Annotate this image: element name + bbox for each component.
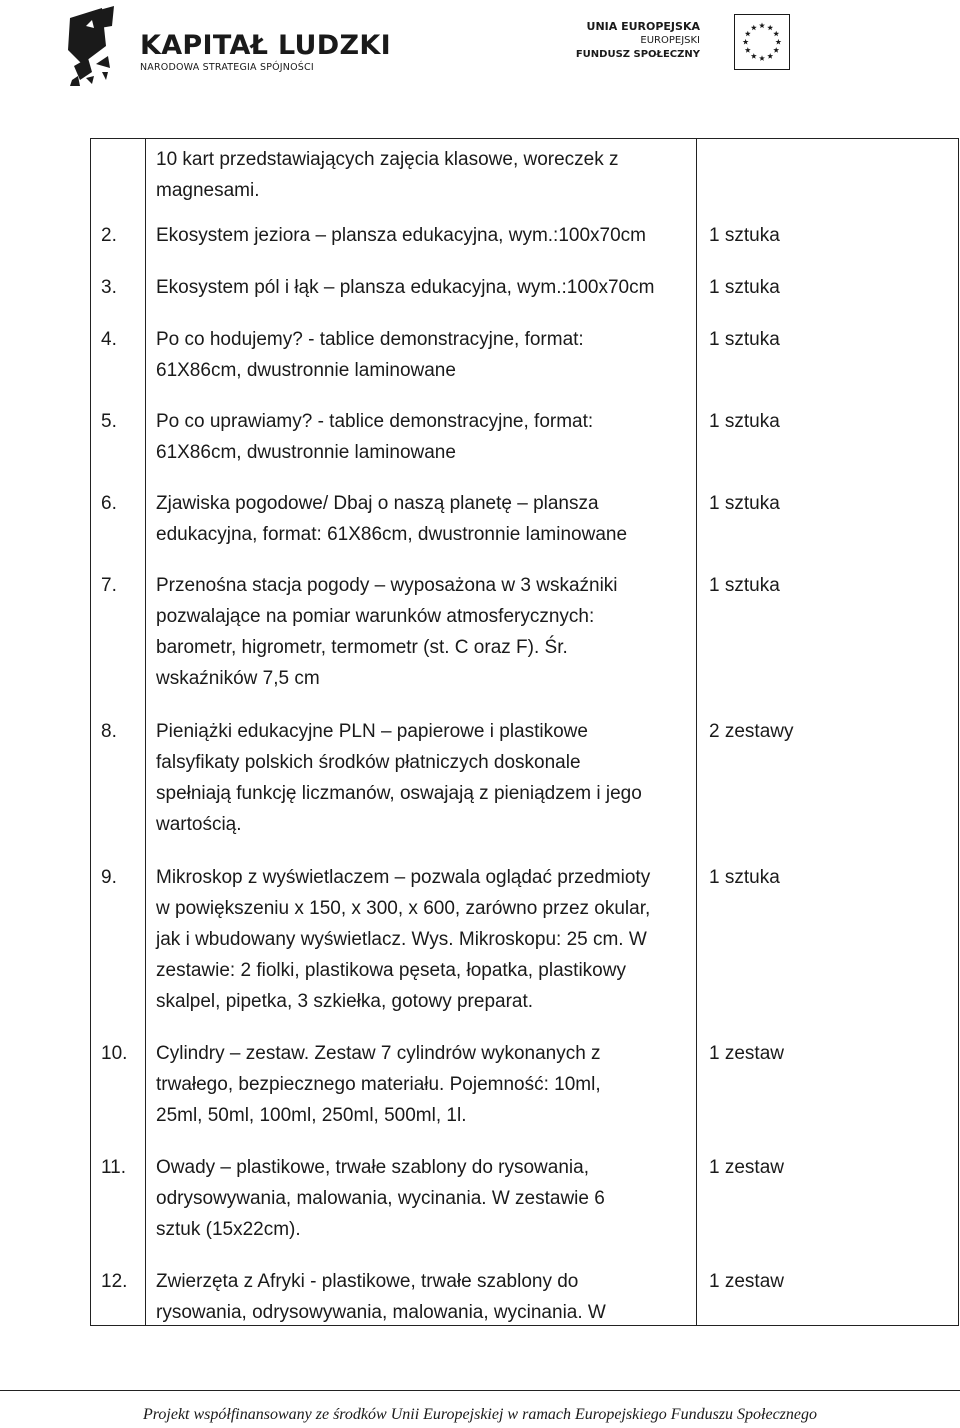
item-description: Po co hodujemy? - tablice demonstracyjne, format: 61X86cm, dwustronnie laminowane: [156, 329, 584, 381]
item-quantity: 1 sztuka: [709, 575, 780, 596]
footer-divider: [0, 1390, 960, 1391]
item-number: 7.: [101, 575, 117, 596]
eu-star: [759, 23, 765, 29]
item-number: 10.: [101, 1043, 128, 1064]
item-number: 4.: [101, 329, 117, 350]
item-number: 9.: [101, 867, 117, 888]
kapital-ludzki-subtitle: NARODOWA STRATEGIA SPÓJNOŚCI: [140, 62, 314, 73]
eu-star: [759, 55, 765, 61]
eu-logo-text: [576, 20, 700, 62]
item-quantity: 1 sztuka: [709, 867, 780, 888]
item-quantity: 1 zestaw: [709, 1157, 784, 1178]
eu-star: [743, 39, 749, 45]
item-quantity: 1 sztuka: [709, 493, 780, 514]
kapital-ludzki-logo: [62, 6, 391, 90]
item-number: 12.: [101, 1271, 128, 1292]
eu-star: [773, 31, 779, 37]
eu-star: [745, 31, 751, 37]
item-description: Przenośna stacja pogody – wyposażona w 3 wskaźniki pozwalające na pomiar warunków atmosferycznych: barometr, higrometr, termometr (st. C oraz F). Śr. wskaźników 7,5 cm: [156, 575, 618, 689]
item-quantity: 1 zestaw: [709, 1271, 784, 1292]
equipment-table: [90, 138, 959, 1326]
eu-star: [775, 39, 781, 45]
footer-text: Projekt współfinansowany ze środków Unii Europejskiej w ramach Europejskiego Funduszu Społecznego: [143, 1406, 817, 1423]
item-description: Mikroskop z wyświetlaczem – pozwala oglądać przedmioty w powiększeniu x 150, x 300, x 600, zarówno przez okular, jak i wbudowany wyświetlacz. Wys. Mikroskopu: 25 cm. W zestawie: 2 fiolki, plastikowa pęseta, łopatka, plastikowy skalpel, pipetka, 3 szkiełka, gotowy preparat.: [156, 867, 651, 1012]
eu-flag-stars-icon: [734, 14, 790, 70]
eu-star: [767, 25, 773, 31]
eu-star: [773, 47, 779, 53]
eu-star: [751, 25, 757, 31]
item-description: Zwierzęta z Afryki - plastikowe, trwałe szablony do rysowania, odrysowywania, malowania, wycinania. W: [156, 1271, 606, 1323]
item-description: Pieniążki edukacyjne PLN – papierowe i plastikowe falsyfikaty polskich środków płatniczych doskonale spełniają funkcję liczmanów, oswajają z pieniądzem i jego wartością.: [156, 721, 642, 835]
item-description: Cylindry – zestaw. Zestaw 7 cylindrów wykonanych z trwałego, bezpiecznego materiału. Pojemność: 10ml, 25ml, 50ml, 100ml, 250ml, 500ml, 1l.: [156, 1043, 601, 1126]
eu-logo-line3: FUNDUSZ SPOŁECZNY: [575, 49, 700, 60]
item-number: 3.: [101, 277, 117, 298]
kapital-ludzki-mark-icon: [62, 6, 134, 88]
item-number: 2.: [101, 225, 117, 246]
eu-star: [745, 47, 751, 53]
item-quantity: 1 sztuka: [709, 277, 780, 298]
eu-star: [767, 53, 773, 59]
item-number: 11.: [101, 1157, 127, 1178]
item-quantity: 1 sztuka: [709, 225, 780, 246]
eu-logo-line1: UNIA EUROPEJSKA: [586, 20, 700, 33]
eu-logo: [575, 10, 790, 80]
item-quantity: 1 sztuka: [709, 329, 780, 350]
item-description: Ekosystem pól i łąk – plansza edukacyjna, wym.:100x70cm: [156, 277, 655, 298]
item-description: Zjawiska pogodowe/ Dbaj o naszą planetę – plansza edukacyjna, format: 61X86cm, dwustronnie laminowane: [156, 493, 628, 545]
kapital-ludzki-title: KAPITAŁ LUDZKI: [140, 30, 391, 61]
page-header: [0, 0, 960, 100]
item-description: Owady – plastikowe, trwałe szablony do rysowania, odrysowywania, malowania, wycinania. W zestawie 6 sztuk (15x22cm).: [156, 1157, 605, 1240]
item-quantity: 2 zestawy: [709, 721, 794, 742]
item-description: Po co uprawiamy? - tablice demonstracyjne, format: 61X86cm, dwustronnie laminowane: [156, 411, 594, 463]
item-number: 6.: [101, 493, 117, 514]
item-description: Ekosystem jeziora – plansza edukacyjna, wym.:100x70cm: [156, 225, 647, 246]
eu-logo-line2: EUROPEJSKI: [640, 35, 700, 46]
item-number: 8.: [101, 721, 117, 742]
item-quantity: 1 zestaw: [709, 1043, 784, 1064]
item-description: 10 kart przedstawiających zajęcia klasowe, woreczek z magnesami.: [156, 149, 619, 201]
item-quantity: 1 sztuka: [709, 411, 780, 432]
eu-star: [751, 53, 757, 59]
item-number: 5.: [101, 411, 117, 432]
